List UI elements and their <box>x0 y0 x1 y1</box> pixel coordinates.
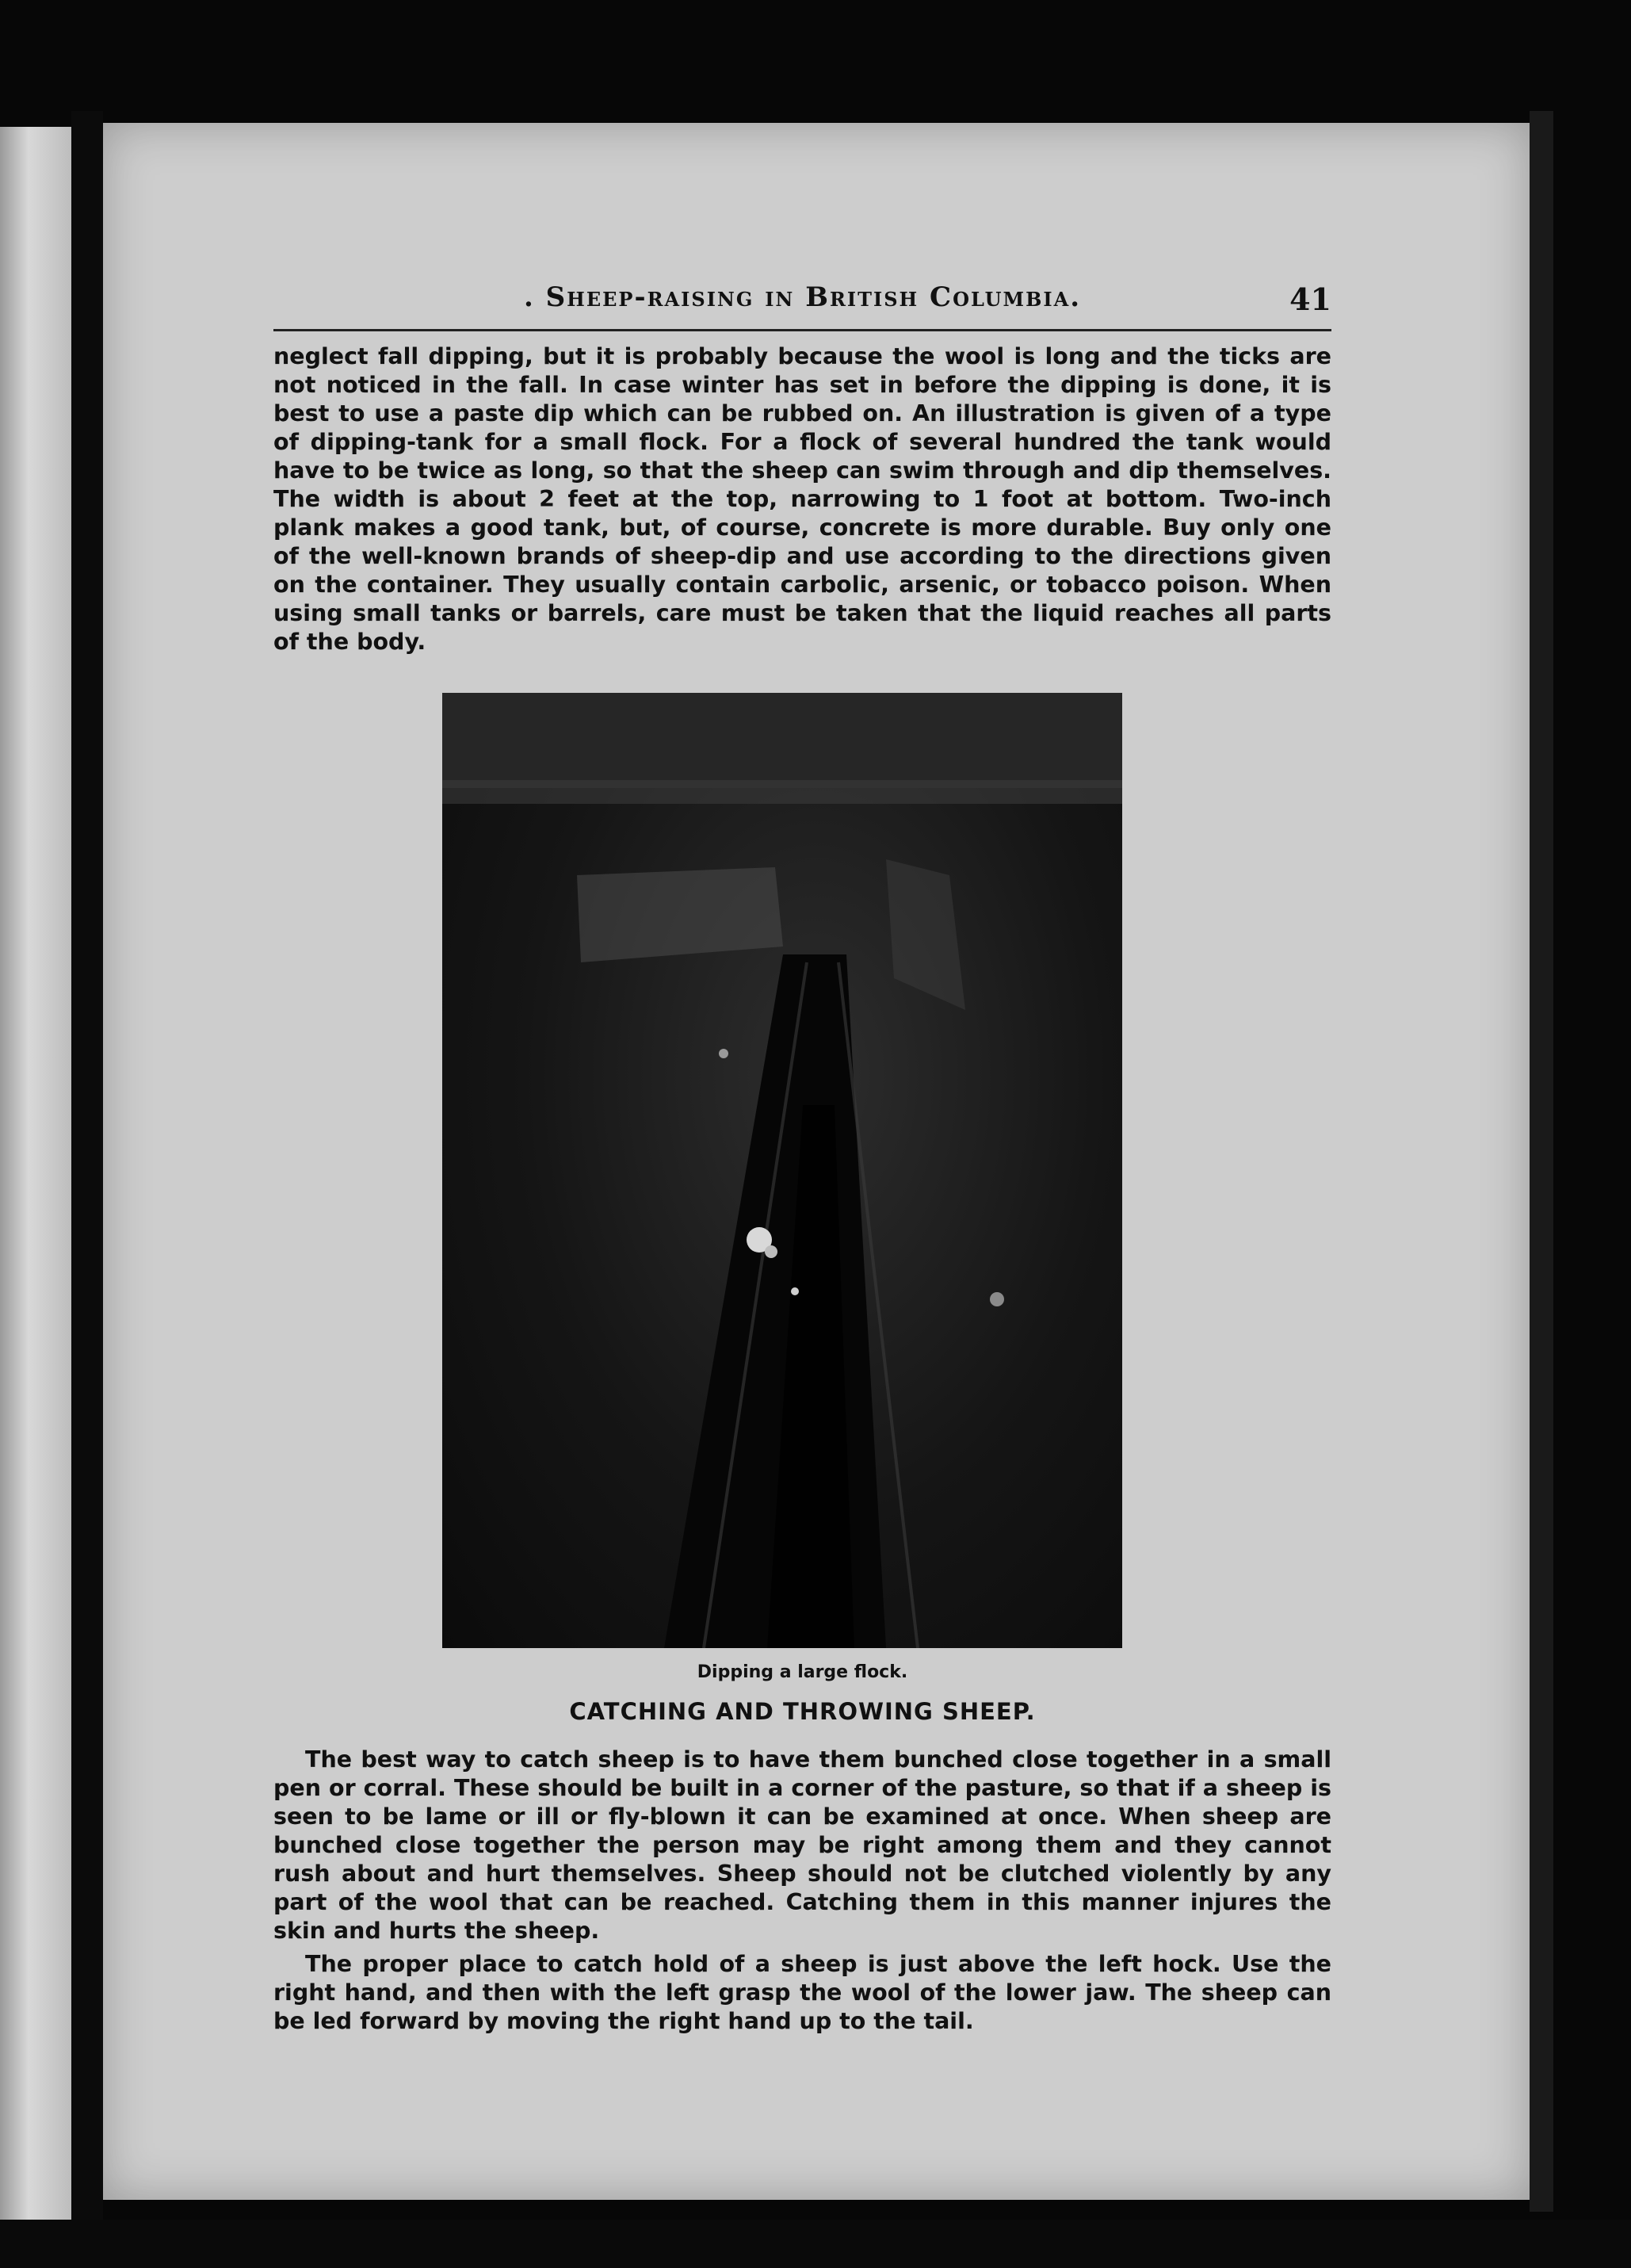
running-head <box>273 281 1331 331</box>
body-paragraph: neglect fall dipping, but it is probably because the wool is long and the ticks are not noticed in the fall. In case winter has set in before the dipping is done, it is best to use a paste dip which can be rubbed on. An illustration is given of a type of dipping-tank for a small flock. For a flock of several hundred the tank would have to be twice as long, so that the sheep can swim through and dip themselves. The width is about 2 feet at the top, narrowing to 1 foot at bottom. Two-inch plank makes a good tank, but, of course, concrete is more durable. Buy only one of the well-known brands of sheep-dip and use according to the directions given on the container. They usually contain carbolic, arsenic, or tobacco poison. When using small tanks or barrels, care must be taken that the liquid reaches all parts of the body. <box>273 343 1331 655</box>
book-gutter <box>71 111 103 2235</box>
running-title: . Sheep-raising in British Columbia. <box>523 281 1082 313</box>
scan-border-bottom <box>0 2220 1631 2268</box>
section-heading: CATCHING AND THROWING SHEEP. <box>569 1698 1036 1725</box>
figure <box>273 693 1331 1684</box>
body-paragraph: The proper place to catch hold of a sheep is just above the left hock. Use the right hand, and then with the left grasp the wool of the lower jaw. The sheep can be led forward by moving the right hand up to the tail. <box>273 1951 1331 2034</box>
figure-caption: Dipping a large flock. <box>697 1662 908 1682</box>
photo-illustration <box>442 693 1122 1648</box>
dipping-photo <box>442 693 1122 1648</box>
body-paragraph: The best way to catch sheep is to have them bunched close together in a small pen or corral. These should be built in a corner of the pasture, so that if a sheep is seen to be lame or ill or fly-blown it can be examined at once. When sheep are bunched close together the person may be right among them and they cannot rush about and hurt themselves. Sheep should not be clutched violently by any part of the wool that can be reached. Catching them in this manner injures the skin and hurts the sheep. <box>273 1746 1331 1944</box>
page-content <box>273 281 1331 2036</box>
page-edge-right <box>1530 111 1553 2212</box>
page-number: 41 <box>1289 281 1331 317</box>
previous-page-edge <box>0 127 71 2220</box>
